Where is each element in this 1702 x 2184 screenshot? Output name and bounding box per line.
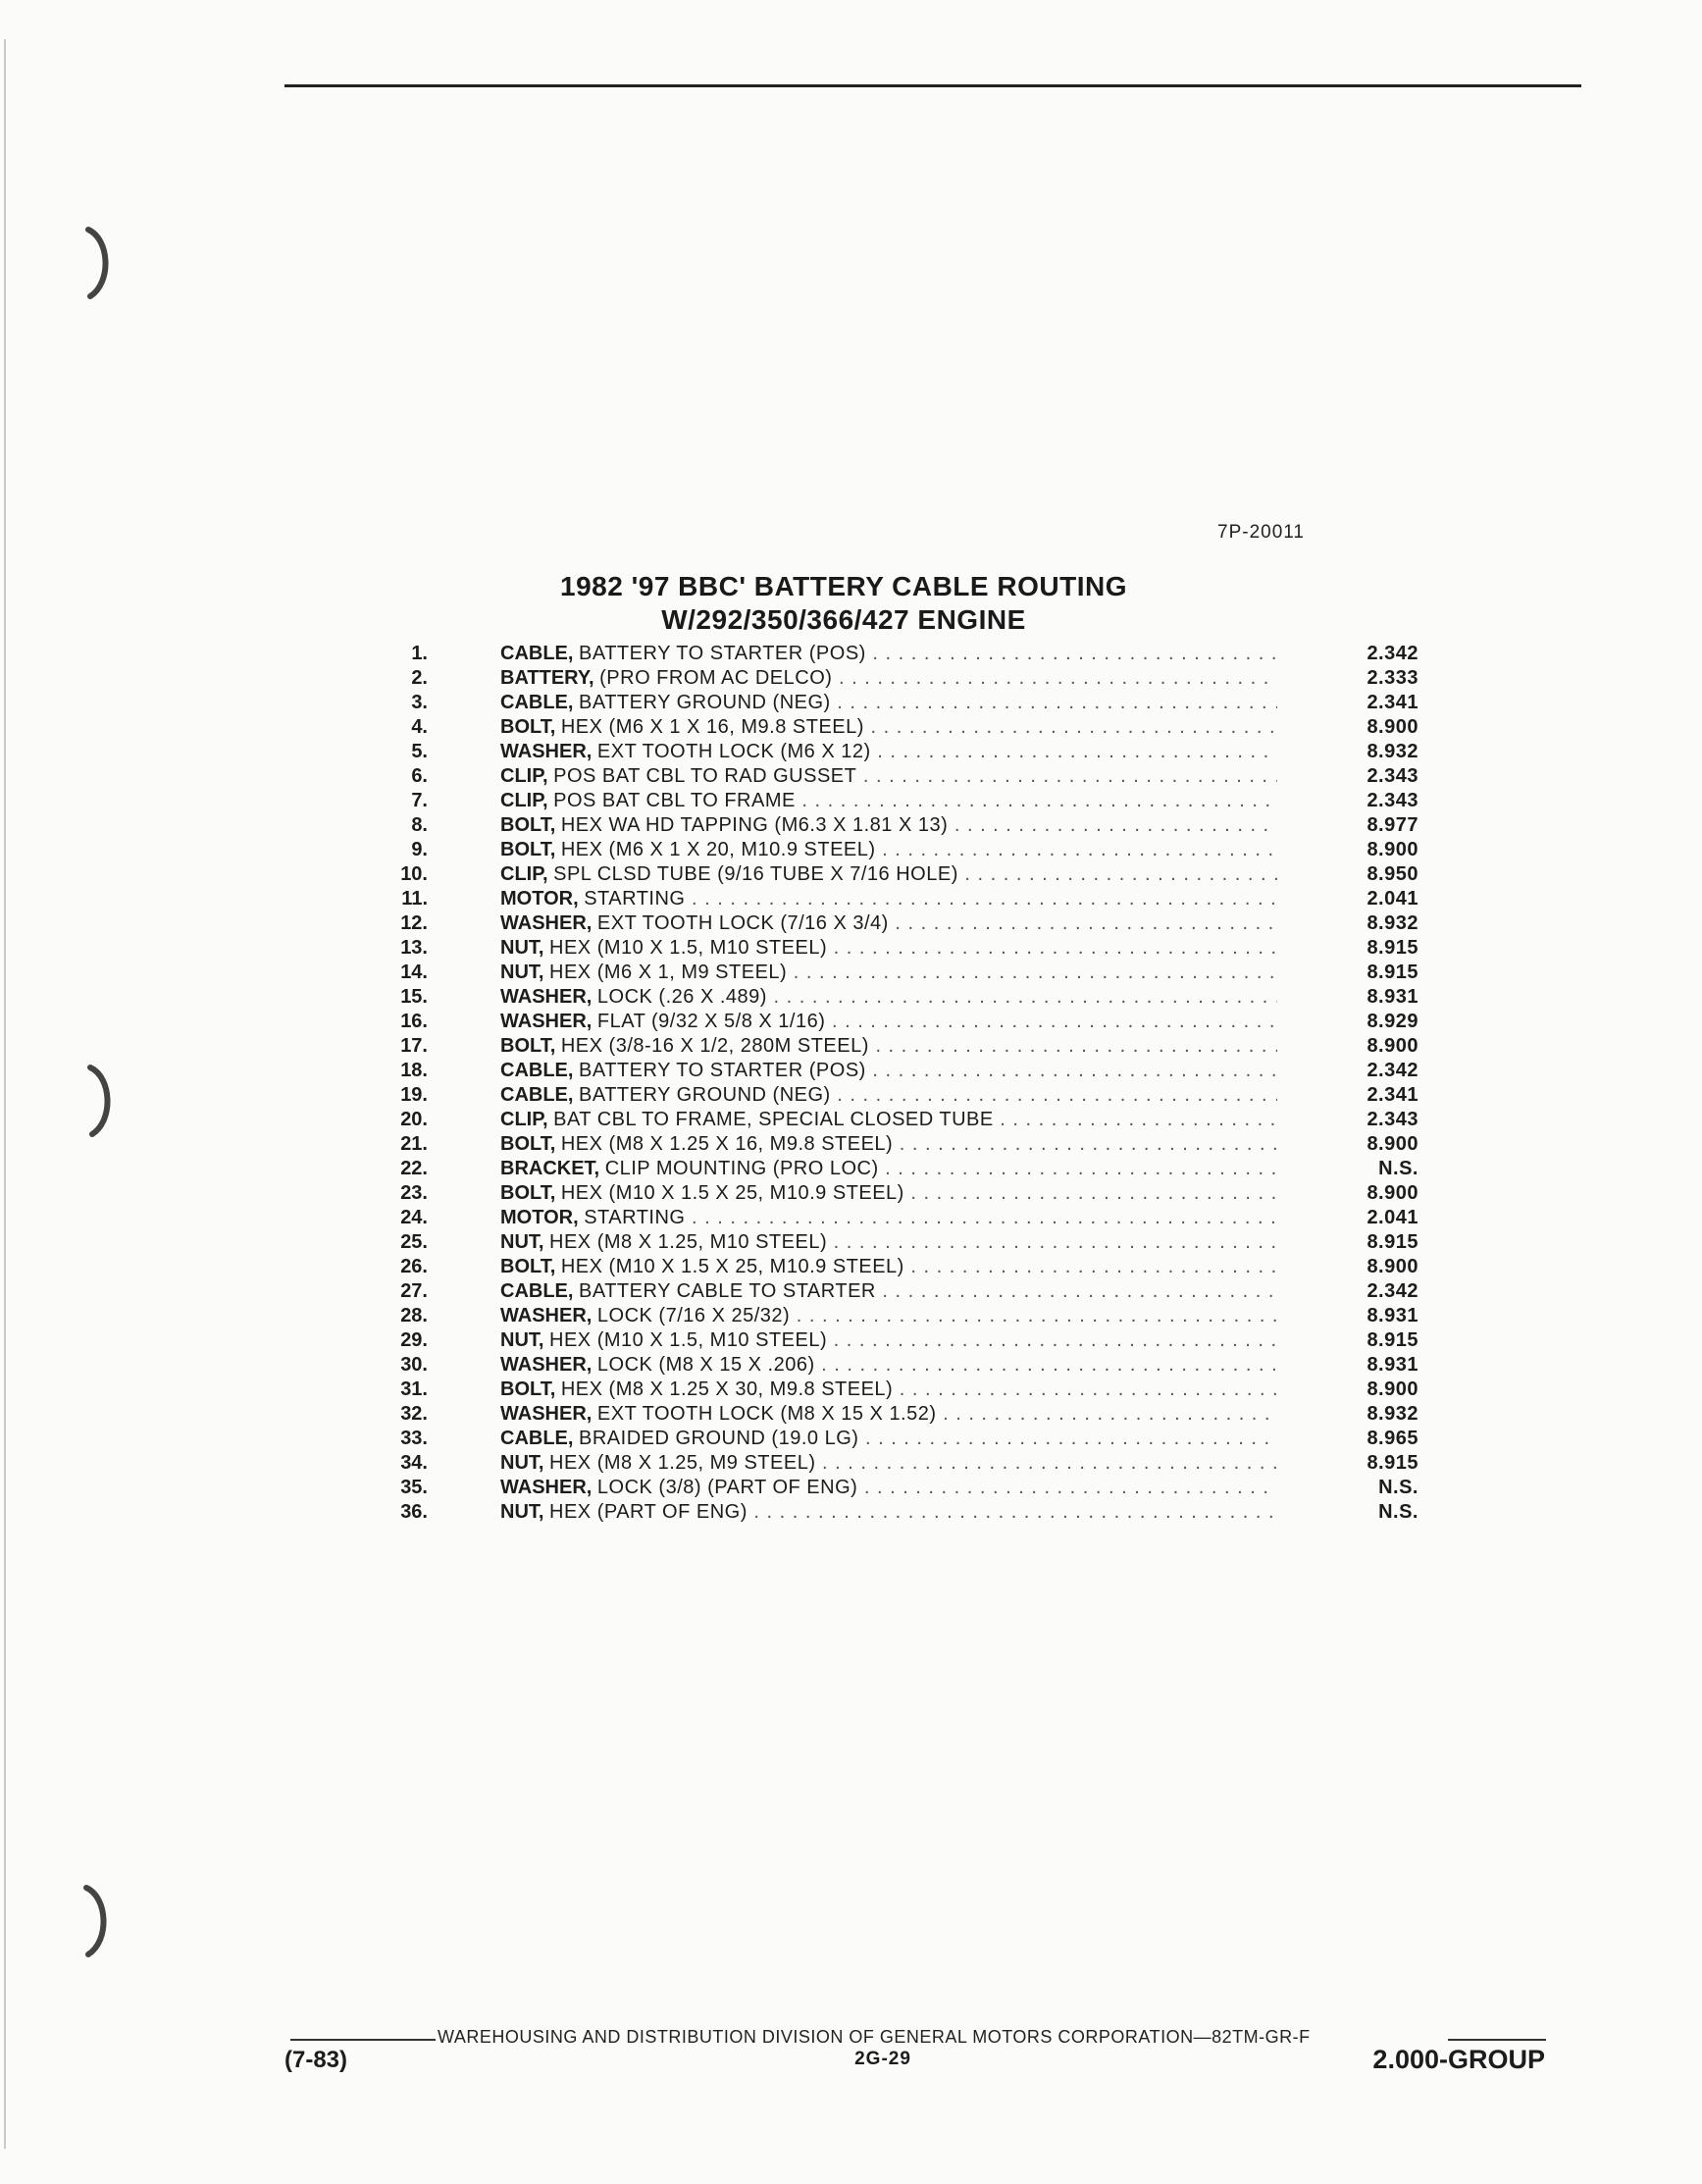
part-keyword: NUT, xyxy=(500,1329,544,1351)
part-description xyxy=(500,1451,1277,1476)
part-keyword: NUT, xyxy=(500,937,544,959)
part-keyword: CABLE, xyxy=(500,692,574,713)
part-detail: POS BAT CBL TO FRAME xyxy=(553,790,796,811)
binder-hole-mark-bottom xyxy=(75,1882,114,1960)
part-description xyxy=(500,1206,1277,1230)
part-group-ref: 8.929 xyxy=(1367,1011,1418,1032)
part-description xyxy=(500,1279,1277,1304)
part-row xyxy=(373,1108,1422,1132)
part-group-ref: 8.915 xyxy=(1367,962,1418,983)
part-row xyxy=(373,936,1422,961)
part-detail: BATTERY TO STARTER (POS) xyxy=(579,643,866,664)
part-keyword: NUT, xyxy=(500,962,544,983)
part-keyword: CLIP, xyxy=(500,790,548,811)
part-description xyxy=(500,961,1277,985)
part-group-ref: 8.931 xyxy=(1367,986,1418,1008)
footer-rule-left xyxy=(290,2039,436,2041)
part-description xyxy=(500,666,1277,691)
part-description xyxy=(500,1328,1277,1353)
part-description xyxy=(500,715,1277,740)
part-keyword: MOTOR, xyxy=(500,888,579,910)
part-detail: HEX (M10 X 1.5 X 25, M10.9 STEEL) xyxy=(560,1182,904,1204)
part-description xyxy=(500,1010,1277,1034)
part-keyword: BOLT, xyxy=(500,716,556,738)
part-number: 35. xyxy=(400,1477,428,1498)
part-group-ref: 8.900 xyxy=(1367,1256,1418,1277)
part-number: 3. xyxy=(411,692,428,713)
footer-group: 2.000-GROUP xyxy=(1372,2045,1545,2074)
part-row xyxy=(373,1157,1422,1181)
part-description xyxy=(500,862,1277,887)
part-detail: EXT TOOTH LOCK (7/16 X 3/4) xyxy=(596,912,889,934)
page-subtitle: W/292/350/366/427 ENGINE xyxy=(661,604,1026,635)
part-keyword: WASHER, xyxy=(500,912,593,934)
footer-date: (7-83) xyxy=(284,2047,348,2073)
part-number: 26. xyxy=(400,1256,428,1277)
part-group-ref: 8.965 xyxy=(1367,1428,1418,1449)
part-number: 5. xyxy=(411,741,428,762)
binder-hole-mark-middle xyxy=(78,1062,118,1140)
part-detail: BATTERY CABLE TO STARTER xyxy=(579,1280,876,1302)
part-keyword: CABLE, xyxy=(500,1084,574,1106)
part-detail: (PRO FROM AC DELCO) xyxy=(599,667,833,689)
part-number: 22. xyxy=(400,1158,428,1179)
part-detail: HEX (M10 X 1.5, M10 STEEL) xyxy=(549,937,828,959)
part-keyword: CLIP, xyxy=(500,1109,548,1130)
page-left-edge xyxy=(4,39,6,2149)
part-number: 32. xyxy=(400,1403,428,1425)
part-group-ref: 2.041 xyxy=(1367,888,1418,910)
part-description xyxy=(500,1157,1277,1181)
part-keyword: CABLE, xyxy=(500,643,574,664)
part-description xyxy=(500,1304,1277,1328)
part-number: 34. xyxy=(400,1452,428,1474)
part-row xyxy=(373,1230,1422,1255)
part-number: 13. xyxy=(400,937,428,959)
part-detail: CLIP MOUNTING (PRO LOC) xyxy=(604,1158,879,1179)
part-description xyxy=(500,1108,1277,1132)
part-detail: LOCK (.26 X .489) xyxy=(596,986,767,1008)
part-group-ref: 8.900 xyxy=(1367,1133,1418,1155)
part-detail: LOCK (7/16 X 25/32) xyxy=(596,1305,791,1326)
part-detail: BATTERY TO STARTER (POS) xyxy=(579,1060,866,1081)
part-number: 9. xyxy=(411,839,428,860)
part-keyword: BOLT, xyxy=(500,1256,556,1277)
part-keyword: BOLT, xyxy=(500,839,556,860)
part-detail: FLAT (9/32 X 5/8 X 1/16) xyxy=(596,1011,826,1032)
part-description xyxy=(500,838,1277,862)
part-row xyxy=(373,1378,1422,1402)
part-number: 19. xyxy=(400,1084,428,1106)
part-keyword: BOLT, xyxy=(500,1182,556,1204)
part-detail: HEX (M10 X 1.5 X 25, M10.9 STEEL) xyxy=(560,1256,904,1277)
part-keyword: BRACKET, xyxy=(500,1158,600,1179)
part-number: 33. xyxy=(400,1428,428,1449)
part-number: 17. xyxy=(400,1035,428,1057)
part-description xyxy=(500,1083,1277,1108)
part-group-ref: 2.342 xyxy=(1367,1060,1418,1081)
part-keyword: BOLT, xyxy=(500,1133,556,1155)
part-group-ref: 8.900 xyxy=(1367,1378,1418,1400)
part-number: 30. xyxy=(400,1354,428,1376)
part-description xyxy=(500,1034,1277,1059)
part-detail: BATTERY GROUND (NEG) xyxy=(579,1084,831,1106)
part-row xyxy=(373,1034,1422,1059)
part-number: 6. xyxy=(411,765,428,787)
part-group-ref: 2.341 xyxy=(1367,1084,1418,1106)
part-group-ref: N.S. xyxy=(1378,1501,1418,1523)
part-keyword: CABLE, xyxy=(500,1280,574,1302)
part-group-ref: 8.900 xyxy=(1367,839,1418,860)
part-row xyxy=(373,1181,1422,1206)
part-keyword: WASHER, xyxy=(500,1403,593,1425)
part-number: 15. xyxy=(400,986,428,1008)
part-number: 12. xyxy=(400,912,428,934)
part-number: 20. xyxy=(400,1109,428,1130)
part-detail: LOCK (3/8) (PART OF ENG) xyxy=(596,1477,858,1498)
part-group-ref: 8.932 xyxy=(1367,741,1418,762)
part-description xyxy=(500,1353,1277,1378)
part-number: 11. xyxy=(401,888,428,910)
footer-rule-right xyxy=(1448,2039,1546,2041)
part-description xyxy=(500,1230,1277,1255)
part-detail: HEX (M8 X 1.25 X 16, M9.8 STEEL) xyxy=(560,1133,894,1155)
part-number: 21. xyxy=(400,1133,428,1155)
part-group-ref: 8.931 xyxy=(1367,1354,1418,1376)
part-detail: EXT TOOTH LOCK (M6 X 12) xyxy=(596,741,871,762)
part-row xyxy=(373,961,1422,985)
footer-division-line: WAREHOUSING AND DISTRIBUTION DIVISION OF GENERAL MOTORS CORPORATION—82TM-GR-F xyxy=(438,2027,1311,2047)
part-detail: BRAIDED GROUND (19.0 LG) xyxy=(579,1428,859,1449)
part-group-ref: 8.900 xyxy=(1367,1035,1418,1057)
part-row xyxy=(373,1451,1422,1476)
part-group-ref: 2.342 xyxy=(1367,643,1418,664)
part-row xyxy=(373,789,1422,813)
part-detail: LOCK (M8 X 15 X .206) xyxy=(596,1354,815,1376)
part-row xyxy=(373,764,1422,789)
part-group-ref: 2.343 xyxy=(1367,765,1418,787)
binder-hole-mark-top xyxy=(77,224,116,302)
part-detail: POS BAT CBL TO RAD GUSSET xyxy=(553,765,857,787)
part-keyword: BOLT, xyxy=(500,814,556,836)
parts-list xyxy=(373,642,1422,1525)
part-number: 14. xyxy=(400,962,428,983)
part-row xyxy=(373,666,1422,691)
part-keyword: BOLT, xyxy=(500,1035,556,1057)
part-row xyxy=(373,1255,1422,1279)
part-number: 4. xyxy=(411,716,428,738)
part-group-ref: 2.041 xyxy=(1367,1207,1418,1228)
part-group-ref: 8.932 xyxy=(1367,1403,1418,1425)
part-detail: HEX (M8 X 1.25, M10 STEEL) xyxy=(549,1231,828,1253)
part-number: 18. xyxy=(400,1060,428,1081)
part-row xyxy=(373,1476,1422,1500)
part-description xyxy=(500,887,1277,911)
part-detail: HEX WA HD TAPPING (M6.3 X 1.81 X 13) xyxy=(560,814,949,836)
part-group-ref: 2.341 xyxy=(1367,692,1418,713)
part-description xyxy=(500,642,1277,666)
part-group-ref: N.S. xyxy=(1378,1477,1418,1498)
part-group-ref: 8.915 xyxy=(1367,1452,1418,1474)
part-description xyxy=(500,1059,1277,1083)
part-number: 24. xyxy=(400,1207,428,1228)
part-detail: HEX (PART OF ENG) xyxy=(549,1501,748,1523)
part-keyword: WASHER, xyxy=(500,1477,593,1498)
part-row xyxy=(373,691,1422,715)
part-group-ref: 8.915 xyxy=(1367,1231,1418,1253)
part-keyword: WASHER, xyxy=(500,1354,593,1376)
part-row xyxy=(373,813,1422,838)
part-group-ref: 8.915 xyxy=(1367,937,1418,959)
part-detail: SPL CLSD TUBE (9/16 TUBE X 7/16 HOLE) xyxy=(553,863,958,885)
part-group-ref: 2.333 xyxy=(1367,667,1418,689)
page-title: 1982 '97 BBC' BATTERY CABLE ROUTING xyxy=(560,571,1127,601)
part-keyword: NUT, xyxy=(500,1452,544,1474)
part-detail: BAT CBL TO FRAME, SPECIAL CLOSED TUBE xyxy=(553,1109,994,1130)
part-keyword: WASHER, xyxy=(500,1011,593,1032)
part-keyword: BOLT, xyxy=(500,1378,556,1400)
part-group-ref: 2.343 xyxy=(1367,790,1418,811)
part-row xyxy=(373,911,1422,936)
part-number: 28. xyxy=(400,1305,428,1326)
part-row xyxy=(373,642,1422,666)
part-keyword: NUT, xyxy=(500,1501,544,1523)
part-detail: HEX (3/8-16 X 1/2, 280M STEEL) xyxy=(560,1035,869,1057)
part-keyword: NUT, xyxy=(500,1231,544,1253)
part-number: 23. xyxy=(400,1182,428,1204)
part-description xyxy=(500,1500,1277,1525)
part-row xyxy=(373,862,1422,887)
part-keyword: WASHER, xyxy=(500,1305,593,1326)
part-row xyxy=(373,887,1422,911)
part-row xyxy=(373,1328,1422,1353)
part-group-ref: 2.343 xyxy=(1367,1109,1418,1130)
part-detail: HEX (M8 X 1.25 X 30, M9.8 STEEL) xyxy=(560,1378,894,1400)
part-detail: STARTING xyxy=(584,888,686,910)
part-description xyxy=(500,1402,1277,1427)
part-keyword: CABLE, xyxy=(500,1060,574,1081)
part-keyword: MOTOR, xyxy=(500,1207,579,1228)
part-detail: EXT TOOTH LOCK (M8 X 15 X 1.52) xyxy=(596,1403,937,1425)
part-description xyxy=(500,1427,1277,1451)
part-number: 16. xyxy=(400,1011,428,1032)
part-row xyxy=(373,1010,1422,1034)
part-description xyxy=(500,764,1277,789)
part-number: 36. xyxy=(400,1501,428,1523)
part-row xyxy=(373,1083,1422,1108)
part-row xyxy=(373,1279,1422,1304)
part-detail: HEX (M6 X 1 X 16, M9.8 STEEL) xyxy=(560,716,864,738)
part-group-ref: 8.977 xyxy=(1367,814,1418,836)
part-detail: HEX (M6 X 1, M9 STEEL) xyxy=(549,962,788,983)
part-row xyxy=(373,1059,1422,1083)
part-keyword: BATTERY, xyxy=(500,667,594,689)
part-detail: HEX (M8 X 1.25, M9 STEEL) xyxy=(549,1452,816,1474)
part-row xyxy=(373,1500,1422,1525)
footer-page-number: 2G-29 xyxy=(854,2049,911,2069)
part-group-ref: 8.931 xyxy=(1367,1305,1418,1326)
part-group-ref: 8.915 xyxy=(1367,1329,1418,1351)
part-number: 8. xyxy=(411,814,428,836)
part-row xyxy=(373,1353,1422,1378)
part-description xyxy=(500,1476,1277,1500)
part-detail: BATTERY GROUND (NEG) xyxy=(579,692,831,713)
part-row xyxy=(373,1427,1422,1451)
part-description xyxy=(500,985,1277,1010)
part-row xyxy=(373,740,1422,764)
part-row xyxy=(373,1304,1422,1328)
part-row xyxy=(373,985,1422,1010)
part-row xyxy=(373,1402,1422,1427)
header-rule xyxy=(284,84,1581,87)
part-keyword: CLIP, xyxy=(500,765,548,787)
part-number: 2. xyxy=(411,667,428,689)
part-row xyxy=(373,715,1422,740)
part-group-ref: 8.900 xyxy=(1367,1182,1418,1204)
part-row xyxy=(373,1206,1422,1230)
part-number: 29. xyxy=(400,1329,428,1351)
part-description xyxy=(500,1255,1277,1279)
part-group-ref: 8.932 xyxy=(1367,912,1418,934)
part-number: 10. xyxy=(400,863,428,885)
part-description xyxy=(500,1378,1277,1402)
part-row xyxy=(373,838,1422,862)
part-description xyxy=(500,740,1277,764)
part-description xyxy=(500,1132,1277,1157)
part-number: 27. xyxy=(400,1280,428,1302)
part-group-ref: 8.950 xyxy=(1367,863,1418,885)
part-description xyxy=(500,936,1277,961)
part-keyword: CLIP, xyxy=(500,863,548,885)
part-description xyxy=(500,1181,1277,1206)
part-description xyxy=(500,789,1277,813)
part-keyword: CABLE, xyxy=(500,1428,574,1449)
part-row xyxy=(373,1132,1422,1157)
part-group-ref: 2.342 xyxy=(1367,1280,1418,1302)
part-detail: HEX (M6 X 1 X 20, M10.9 STEEL) xyxy=(560,839,876,860)
part-detail: STARTING xyxy=(584,1207,686,1228)
part-keyword: WASHER, xyxy=(500,986,593,1008)
part-group-ref: 8.900 xyxy=(1367,716,1418,738)
part-keyword: WASHER, xyxy=(500,741,593,762)
part-detail: HEX (M10 X 1.5, M10 STEEL) xyxy=(549,1329,828,1351)
figure-code: 7P-20011 xyxy=(1217,522,1305,543)
part-number: 7. xyxy=(411,790,428,811)
part-number: 25. xyxy=(400,1231,428,1253)
part-number: 1. xyxy=(411,643,428,664)
part-description xyxy=(500,691,1277,715)
part-number: 31. xyxy=(400,1378,428,1400)
part-description xyxy=(500,911,1277,936)
part-description xyxy=(500,813,1277,838)
part-group-ref: N.S. xyxy=(1378,1158,1418,1179)
